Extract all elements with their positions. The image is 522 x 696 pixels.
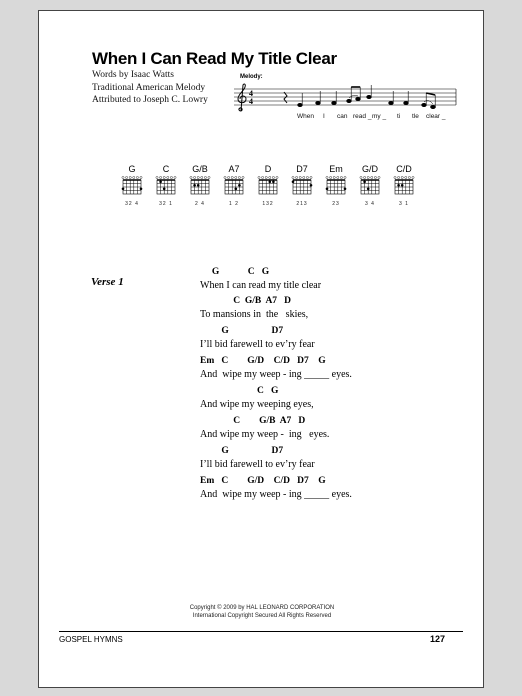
- verse-line: [200, 266, 321, 292]
- chord-diagram-g-d: G/D 3 4: [355, 163, 385, 207]
- chord-diagram-d7: D7 213: [287, 163, 317, 207]
- lyric-line: When I can read my title clear: [200, 280, 322, 291]
- chord-grid-icon: [189, 175, 211, 195]
- lyric-line: I’ll bid farewell to ev’ry fear: [200, 459, 315, 470]
- melody-lyric: can: [337, 113, 348, 120]
- lyric-line: I’ll bid farewell to ev’ry fear: [200, 339, 315, 350]
- chord-grid-icon: [291, 175, 313, 195]
- lyric-line: And wipe my weep - ing eyes.: [200, 429, 330, 440]
- lyric-line: To mansions in the skies,: [200, 309, 309, 320]
- sheet-page: [38, 10, 484, 688]
- chord-line: G D7: [200, 446, 284, 456]
- chord-line: C G/B A7 D: [200, 416, 306, 426]
- chord-diagram-em: Em 23: [321, 163, 351, 207]
- chord-grid-icon: [257, 175, 279, 195]
- lyric-line: And wipe my weep - ing _____ eyes.: [200, 489, 352, 500]
- chord-diagram-g: G 32 4: [117, 163, 147, 207]
- copyright-line: Copyright © 2009 by HAL LEONARD CORPORATION: [189, 605, 335, 611]
- melody-lyric: read _: [353, 113, 372, 120]
- verse-line: [200, 325, 315, 351]
- verse-line: [200, 445, 315, 471]
- credit-melody: Traditional American Melody: [92, 82, 206, 93]
- verse-label: Verse 1: [91, 276, 124, 288]
- chord-diagram-c-d: C/D 3 1: [389, 163, 419, 207]
- melody-lyric: tle: [412, 113, 419, 120]
- chord-line: G C G: [200, 267, 270, 277]
- footer-book-title: GOSPEL HYMNS: [59, 635, 123, 644]
- chord-diagram-c: C 32 1: [151, 163, 181, 207]
- chord-line: Em C G/D C/D D7 G: [200, 356, 326, 366]
- copyright-line: International Copyright Secured All Rights Reserved: [192, 613, 332, 619]
- melody-lyric: my _: [372, 113, 387, 120]
- song-title: When I Can Read My Title Clear: [92, 49, 337, 68]
- verse-line: [200, 295, 308, 321]
- chord-diagram-g-b: G/B 2 4: [185, 163, 215, 207]
- treble-clef-icon: [238, 84, 246, 111]
- melody-label: Melody:: [240, 74, 263, 80]
- melody-lyric: When: [297, 113, 314, 120]
- credit-words: Words by Isaac Watts: [92, 70, 174, 80]
- song-credits: [92, 69, 208, 107]
- svg-text:4: 4: [249, 97, 253, 106]
- melody-lyric: ti: [397, 113, 401, 120]
- chord-line: G D7: [200, 326, 284, 336]
- chord-grid-icon: [359, 175, 381, 195]
- verse-line: [200, 385, 314, 411]
- chord-line: C G/B A7 D: [200, 296, 292, 306]
- melody-lyric: I: [323, 113, 325, 120]
- verse-line: [200, 415, 329, 441]
- melody-staff: [234, 83, 459, 115]
- chord-grid-icon: [121, 175, 143, 195]
- copyright-notice: [39, 604, 484, 620]
- lyric-line: And wipe my weep - ing _____ eyes.: [200, 369, 352, 380]
- svg-text:4: 4: [249, 89, 253, 98]
- chord-grid-icon: [155, 175, 177, 195]
- footer-divider: [59, 631, 463, 632]
- page-number: 127: [429, 634, 445, 644]
- chord-grid-icon: [393, 175, 415, 195]
- chord-line: Em C G/D C/D D7 G: [200, 476, 326, 486]
- melody-lyric: clear _: [426, 113, 446, 120]
- chord-grid-icon: [325, 175, 347, 195]
- chord-diagram-a7: A7 1 2: [219, 163, 249, 207]
- chord-line: C G: [200, 386, 279, 396]
- credit-attribution: Attributed to Joseph C. Lowry: [92, 95, 208, 105]
- chord-diagram-d: D 132: [253, 163, 283, 207]
- verse-line: [200, 475, 352, 501]
- verse-line: [200, 355, 352, 381]
- chord-grid-icon: [223, 175, 245, 195]
- lyric-line: And wipe my weeping eyes,: [200, 399, 314, 410]
